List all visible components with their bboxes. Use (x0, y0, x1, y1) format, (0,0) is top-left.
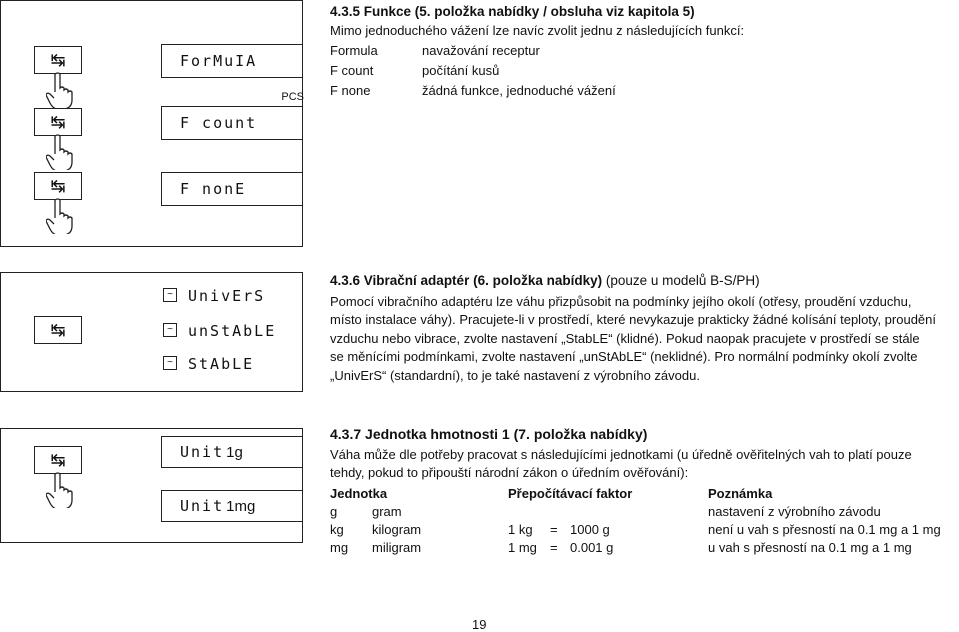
scroll-key-icon: ↹ (50, 49, 66, 70)
body-line: vzduchu nebo vibrace, zvolte nastavení „StabLE“ (klidné). Pokud naopak pracujete v prostředí se stále (330, 330, 920, 346)
menu-key-button[interactable] (34, 316, 82, 344)
section-body (330, 293, 956, 386)
lcd-display-stable: StAbLE (188, 355, 255, 373)
table-cell: miligram (372, 540, 422, 555)
table-header-row (330, 486, 956, 504)
menu-key-button[interactable] (34, 446, 82, 474)
header-cell: Přepočítávací faktor (508, 486, 633, 501)
body-line: Pomocí vibračního adaptéru lze váhu přizpůsobit na podmínky jejího okolí (otřesy, proudění vzduchu, (330, 293, 912, 309)
lcd-display-unit-g (161, 436, 303, 468)
option-key: F count (330, 63, 374, 78)
lcd-text: Unit (180, 497, 225, 515)
menu-key-button[interactable] (34, 108, 82, 136)
table-cell (550, 504, 570, 522)
section-intro: Mimo jednoduchého vážení lze navíc zvolit jednu z následujících funkcí: (330, 22, 745, 38)
header-cell: Poznámka (708, 486, 773, 501)
lcd-display-unit-mg (161, 490, 303, 522)
menu-key-button[interactable] (34, 172, 82, 200)
table-cell: 1 kg (508, 522, 533, 537)
section-title: 4.3.7 Jednotka hmotnosti 1 (7. položka nabídky) (330, 426, 648, 442)
table-row (330, 504, 956, 522)
table-cell: u vah s přesností na 0.1 mg a 1 mg (708, 540, 912, 555)
pointing-hand-icon (46, 472, 76, 508)
option-key: F none (330, 83, 371, 98)
menu-key-button[interactable] (34, 46, 82, 74)
section-436 (330, 272, 956, 385)
table-row (330, 540, 956, 558)
units-table (330, 486, 956, 558)
option-value: žádná funkce, jednoduché vážení (422, 83, 616, 98)
body-line: Váha může dle potřeby pracovat s následujícími jednotkami (u úředně ověřitelných vah to platí pouze (330, 446, 912, 462)
lcd-text: Unit (180, 443, 225, 461)
option-key: Formula (330, 43, 378, 58)
table-cell: g (330, 504, 338, 519)
vibration-symbol-icon: ~ (163, 323, 177, 337)
table-cell (508, 504, 550, 522)
section-437 (330, 425, 956, 483)
table-cell: není u vah s přesností na 0.1 mg a 1 mg (708, 522, 941, 537)
scroll-key-icon: ↹ (50, 111, 66, 132)
table-cell: kilogram (372, 522, 422, 537)
lcd-text: F count (180, 114, 258, 132)
pointing-hand-icon (46, 198, 76, 234)
unit-suffix: 1mg (226, 497, 256, 515)
body-line: tehdy, pokud to připouští národní zákon o úředním ověřování): (330, 465, 689, 480)
pcs-label: PCS (281, 91, 304, 103)
body-line: „UnivErS“ (standardní), to je také nastavení z výrobního závodu. (330, 367, 700, 383)
lcd-display-fnone (161, 172, 303, 206)
scroll-key-icon: ↹ (50, 449, 66, 470)
option-value: počítání kusů (422, 63, 500, 78)
table-cell: gram (372, 504, 402, 519)
table-cell: 1 mg (508, 540, 537, 555)
header-cell: Jednotka (330, 486, 388, 501)
body-line: místo instalace váhy). Pracujete-li v prostředí, které nevykazuje prakticky žádné kolísání teploty, proudění (330, 312, 936, 327)
table-cell: 1000 g (570, 522, 610, 537)
table-cell: mg (330, 540, 349, 555)
function-options-list (330, 41, 730, 103)
table-row (330, 522, 956, 540)
lcd-text: F nonE (180, 180, 247, 198)
lcd-display-univers: UnivErS (188, 287, 266, 305)
lcd-display-fcount (161, 91, 304, 140)
body-line: se měnícími podmínkami, zvolte nastavení „unStAbLE“ (neklidné). Pro normální podmínky okolí zvolte (330, 349, 918, 364)
option-value: navažování receptur (422, 43, 540, 58)
table-cell: 0.001 g (570, 540, 614, 555)
section-title: 4.3.6 Vibrační adaptér (6. položka nabídky) (pouze u modelů B-S/PH) (330, 273, 760, 288)
section-body (330, 446, 956, 483)
table-cell: = (550, 522, 558, 537)
pointing-hand-icon (46, 72, 76, 108)
scroll-key-icon: ↹ (50, 175, 66, 196)
section-title: 4.3.5 Funkce (5. položka nabídky / obsluha viz kapitola 5) (330, 4, 695, 19)
lcd-text: ForMuIA (180, 52, 258, 70)
section-435 (330, 3, 950, 40)
lcd-display-formula (161, 44, 303, 78)
scroll-key-icon: ↹ (50, 319, 66, 340)
table-cell: = (550, 540, 558, 555)
table-cell: nastavení z výrobního závodu (708, 504, 881, 519)
table-cell (570, 504, 708, 522)
vibration-symbol-icon: ~ (163, 356, 177, 370)
pointing-hand-icon (46, 134, 76, 170)
unit-suffix: 1g (226, 443, 243, 461)
page-number: 19 (472, 617, 487, 632)
lcd-display-unstable: unStAbLE (188, 322, 277, 340)
table-cell: kg (330, 522, 344, 537)
vibration-symbol-icon: ~ (163, 288, 177, 302)
